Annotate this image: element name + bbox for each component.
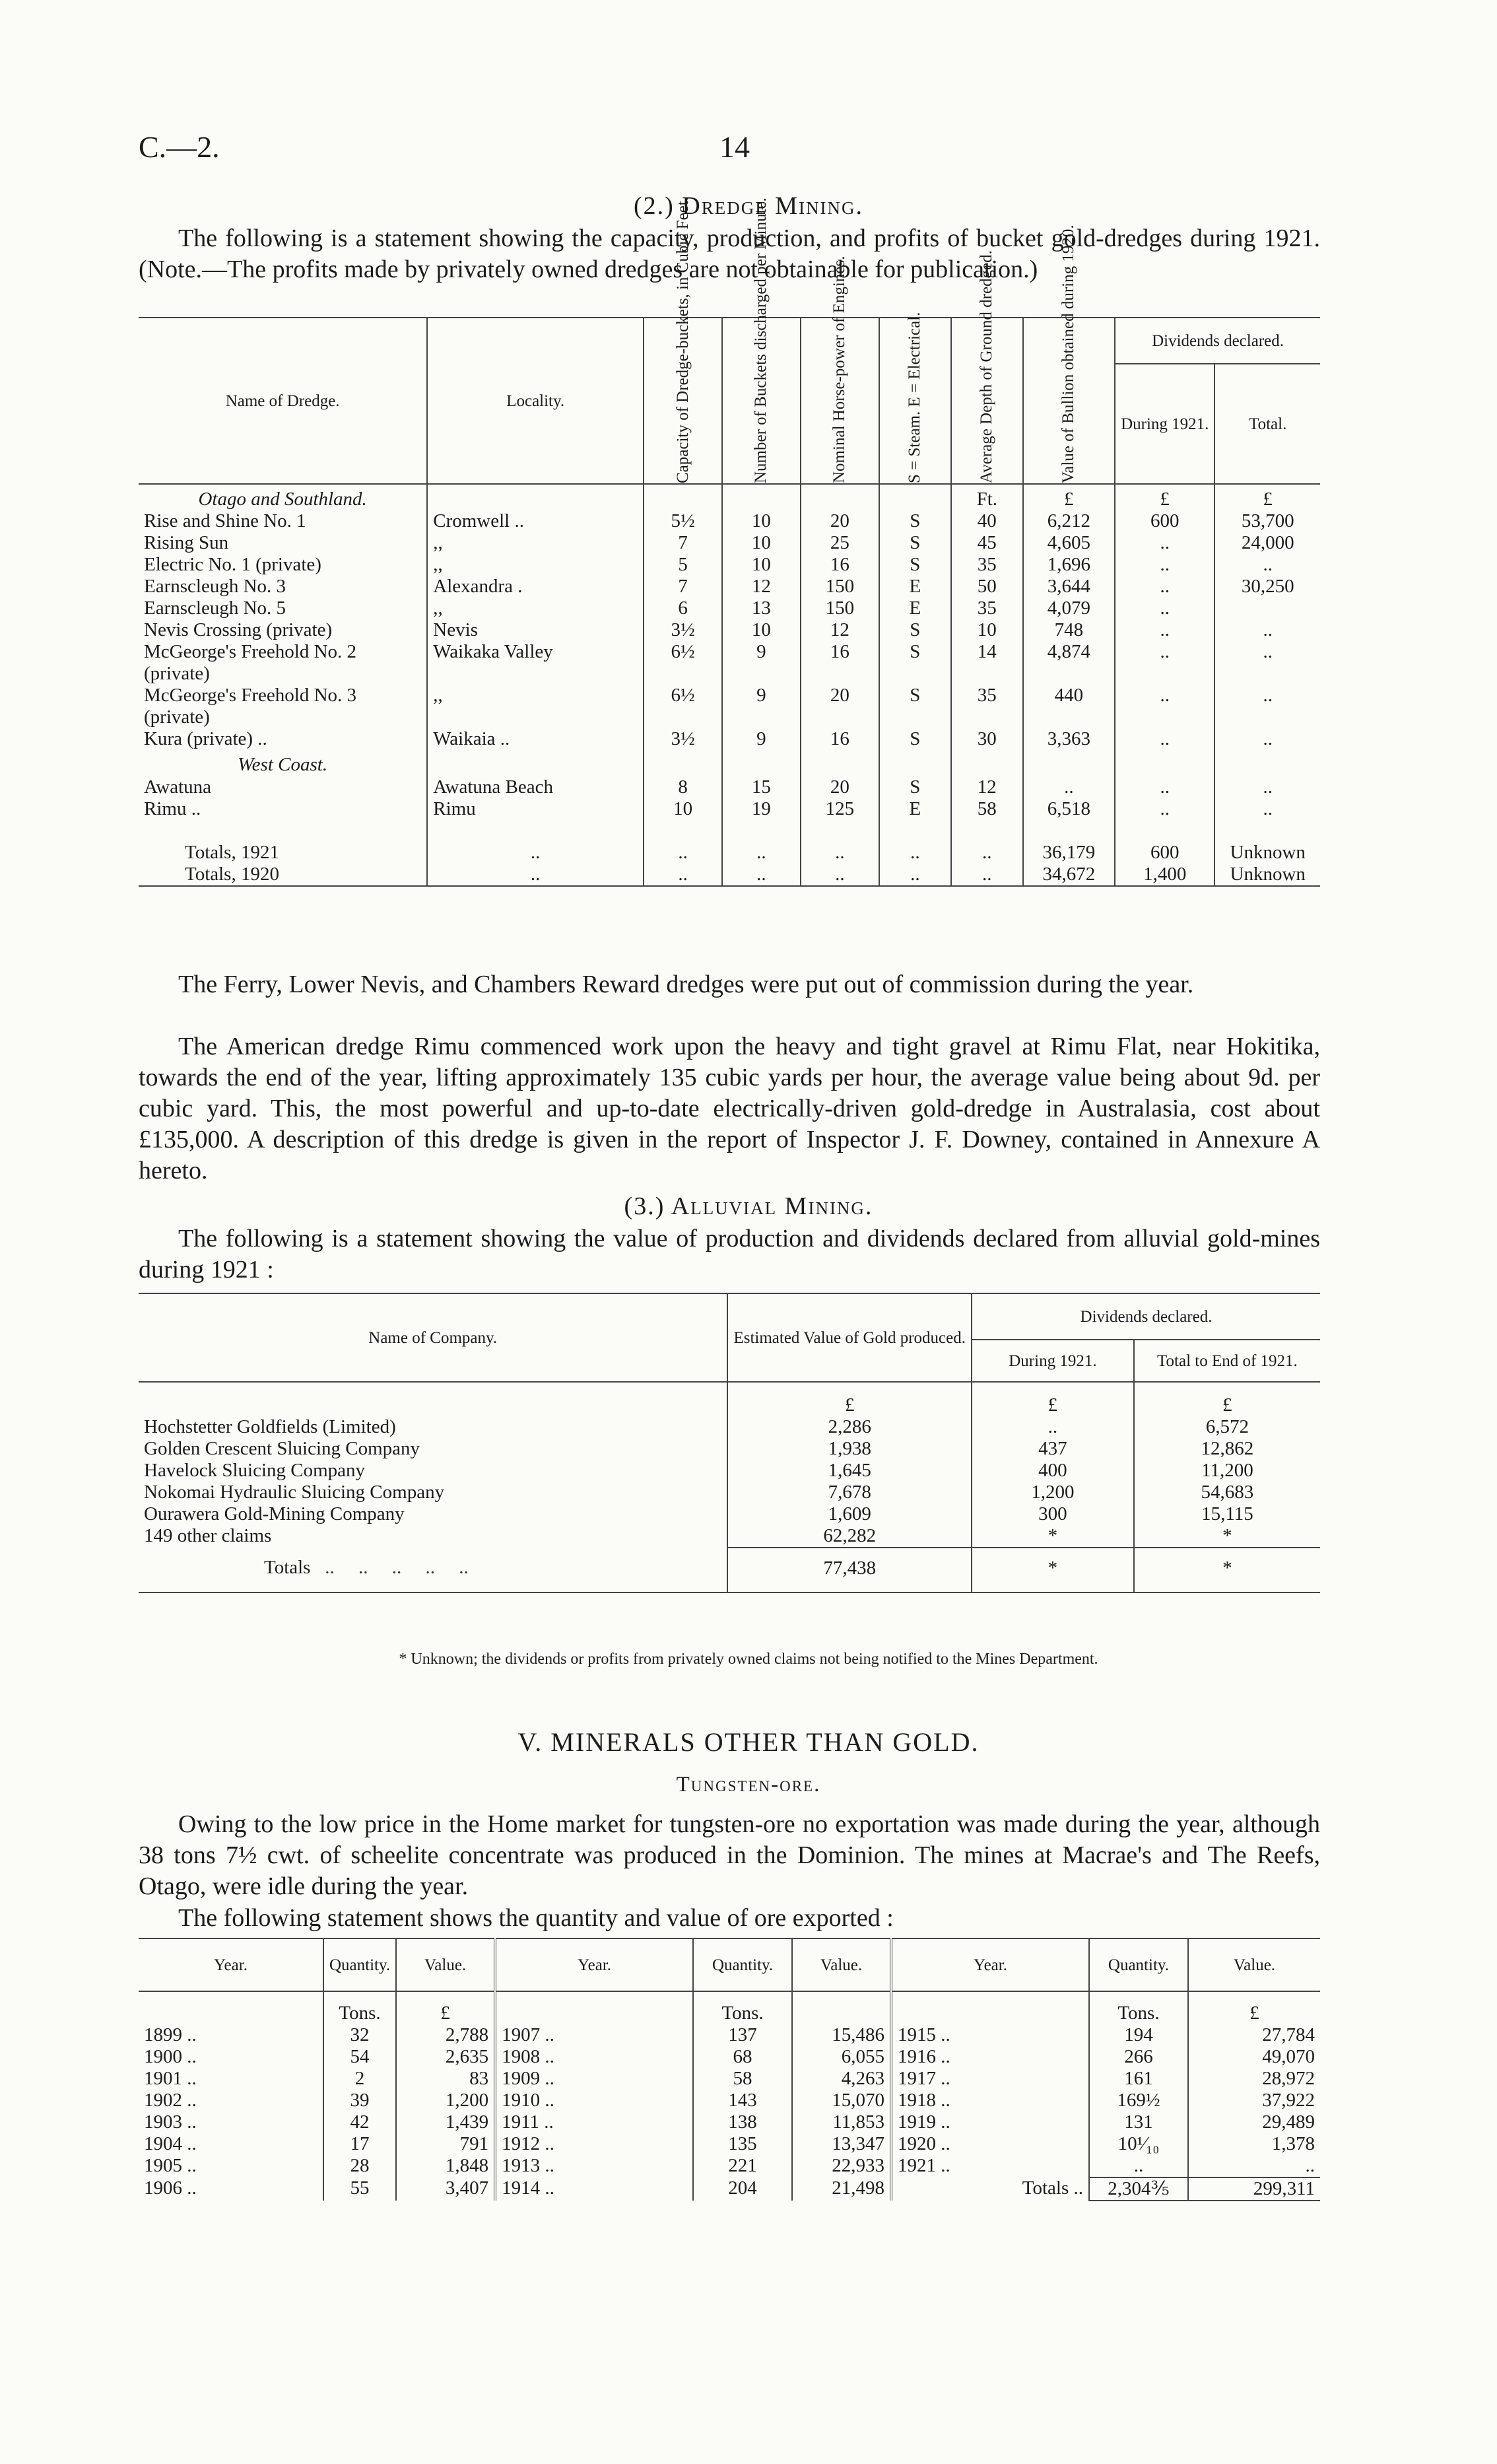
company-value: 1,645 [727, 1460, 972, 1482]
dredge-cell-locality: ,, [427, 685, 644, 728]
dredge-cell-buckets: 9 [722, 728, 801, 750]
col-during-1921: During 1921. [972, 1340, 1134, 1382]
dredge-cell-depth: 40 [951, 510, 1023, 532]
dredge-cell-locality: Waikaka Valley [427, 641, 644, 685]
quantity-cell: 221 [693, 2155, 792, 2177]
quantity-cell: 68 [693, 2046, 792, 2068]
dredge-cell-during: .. [1115, 598, 1214, 619]
value-cell: 3,407 [396, 2177, 495, 2201]
dredge-cell-horse-power: 16 [801, 554, 879, 576]
year-cell: 1919 .. [891, 2111, 1089, 2133]
totals-during: 1,400 [1115, 864, 1214, 886]
dredge-cell-locality: Alexandra . [427, 576, 644, 598]
tungsten-table [139, 1938, 1320, 2201]
dredge-cell-buckets: 10 [722, 510, 801, 532]
dredge-cell-total: 24,000 [1214, 532, 1320, 554]
year-cell: 1904 .. [144, 2133, 197, 2154]
value-cell: 1,439 [396, 2111, 495, 2133]
value-cell: 29,489 [1188, 2111, 1320, 2133]
year-cell: 1900 .. [144, 2046, 197, 2067]
tungsten-para-1: Owing to the low price in the Home market for tungsten-ore no exportation was made during the year, although 38 tons 7½ cwt. of scheelite concentrate was produced in the Dominion. The mines at Macrae's and The Reefs, Otago, were idle during the year. [139, 1810, 1320, 1900]
value-cell: 6,055 [792, 2046, 891, 2068]
unit-value: £ [1023, 484, 1115, 510]
year-cell: 1903 .. [144, 2111, 197, 2133]
year-cell: 1908 .. [495, 2046, 693, 2068]
value-cell: 13,347 [792, 2133, 891, 2155]
tungsten-row [139, 2111, 1320, 2133]
quantity-cell: 161 [1089, 2068, 1188, 2090]
dredge-cell-value: 4,874 [1023, 641, 1115, 685]
col-bullion-value: Value of Bullion obtained during 1920. [1059, 224, 1078, 483]
page-code: C.—2. [139, 130, 220, 164]
value-cell: 83 [396, 2068, 495, 2090]
value-cell: 27,784 [1188, 2024, 1320, 2046]
dredge-cell-value: .. [1023, 776, 1115, 798]
dredge-para-1: The Ferry, Lower Nevis, and Chambers Reward dredges were put out of commission during the year. [178, 971, 1194, 998]
dredge-cell-value: 3,363 [1023, 728, 1115, 750]
company-name: Golden Crescent Sluicing Company [144, 1438, 420, 1459]
quantity-cell: 10¹⁄₁₀ [1089, 2133, 1188, 2155]
tungsten-row [139, 2024, 1320, 2046]
dredge-cell-depth: 14 [951, 641, 1023, 685]
unit-total: £ [1134, 1382, 1320, 1416]
dredge-cell-value: 6,518 [1023, 798, 1115, 820]
value-cell: 49,070 [1188, 2046, 1320, 2068]
dredge-cell-buckets: 9 [722, 685, 801, 728]
dredge-cell-total [1214, 598, 1320, 619]
dredge-cell-capacity: 5 [644, 554, 722, 576]
value-cell: 21,498 [792, 2177, 891, 2201]
company-value: 2,286 [727, 1416, 972, 1438]
dredge-cell-locality: Awatuna Beach [427, 776, 644, 798]
year-cell: 1920 .. [891, 2133, 1089, 2155]
dredge-cell-horse-power: 20 [801, 776, 879, 798]
dredge-cell-during: .. [1115, 685, 1214, 728]
alluvial-heading: (3.) Alluvial Mining. [624, 1192, 873, 1220]
dredge-cell-power: S [879, 641, 951, 685]
page-number: 14 [719, 130, 750, 164]
totals-label: Totals, 1920 [185, 864, 279, 885]
dredge-row [139, 598, 1320, 619]
dredge-cell-name: Nevis Crossing (private) [144, 619, 333, 640]
totals-value: 36,179 [1023, 842, 1115, 864]
tungsten-row [139, 2068, 1320, 2090]
year-cell: 1910 .. [495, 2090, 693, 2111]
dredge-cell-capacity: 3½ [644, 728, 722, 750]
dredge-cell-during: 600 [1115, 510, 1214, 532]
totals-during: * [972, 1548, 1134, 1579]
company-during: 300 [972, 1503, 1134, 1525]
dredge-cell-total: .. [1214, 728, 1320, 750]
col-quantity-3: Quantity. [1089, 1938, 1188, 1991]
dredge-cell-total: 30,250 [1214, 576, 1320, 598]
dredge-cell-buckets: 10 [722, 554, 801, 576]
value-cell: 28,972 [1188, 2068, 1320, 2090]
value-cell: 4,263 [792, 2068, 891, 2090]
year-cell: 1907 .. [495, 2024, 693, 2046]
year-cell: 1912 .. [495, 2133, 693, 2155]
value-cell: .. [1188, 2155, 1320, 2177]
dredge-cell-horse-power: 125 [801, 798, 879, 820]
value-cell: 15,486 [792, 2024, 891, 2046]
totals-value: 299,311 [1188, 2177, 1320, 2201]
quantity-cell: 55 [323, 2177, 396, 2201]
value-cell: 37,922 [1188, 2090, 1320, 2111]
company-total: 11,200 [1134, 1460, 1320, 1482]
totals-total: Unknown [1214, 864, 1320, 886]
quantity-cell: 2 [323, 2068, 396, 2090]
dredge-cell-buckets: 15 [722, 776, 801, 798]
quantity-cell: 137 [693, 2024, 792, 2046]
dredge-cell-name: Earnscleugh No. 3 [144, 576, 286, 597]
dredge-cell-horse-power: 150 [801, 576, 879, 598]
dredge-cell-horse-power: 12 [801, 619, 879, 641]
dredge-cell-power: S [879, 776, 951, 798]
col-value-2: Value. [792, 1938, 891, 1991]
value-cell: 2,635 [396, 2046, 495, 2068]
dredge-cell-depth: 10 [951, 619, 1023, 641]
dredge-para-2: The American dredge Rimu commenced work upon the heavy and tight gravel at Rimu Flat, near Hokitika, towards the end of the year, lifting approximately 135 cubic yards per hour, the average value being about 9d. per cubic yard. This, the most powerful and up-to-date electrically-driven gold-dredge in Australasia, cost about £135,000. A description of this dredge is given in the report of Inspector J. F. Downey, contained in Annexure A hereto. [139, 1033, 1320, 1184]
col-quantity-2: Quantity. [693, 1938, 792, 1991]
dredge-cell-power: S [879, 619, 951, 641]
quantity-cell: 17 [323, 2133, 396, 2155]
company-during: 400 [972, 1460, 1134, 1482]
dredge-intro: The following is a statement showing the capacity, production, and profits of bucket gold-dredges during 1921. (Note.—The profits made by privately owned dredges are not obtainable for publication.) [139, 224, 1320, 283]
company-total: * [1134, 1525, 1320, 1548]
year-cell: 1914 .. [495, 2177, 693, 2201]
quantity-cell: 58 [693, 2068, 792, 2090]
quantity-cell: 138 [693, 2111, 792, 2133]
dredge-totals-row: Totals, 1920 .. .. .. .. .. .. 34,672 1,400 Unknown [139, 864, 1320, 886]
company-during: 1,200 [972, 1482, 1134, 1503]
dredge-cell-name: McGeorge's Freehold No. 3 (private) [144, 685, 357, 728]
tungsten-row [139, 2177, 1320, 2201]
alluvial-row [139, 1503, 1320, 1525]
company-name: Ourawera Gold-Mining Company [144, 1503, 405, 1524]
totals-label: Totals [264, 1557, 311, 1578]
dredge-cell-value: 1,696 [1023, 554, 1115, 576]
col-year-2: Year. [495, 1938, 693, 1991]
col-quantity-1: Quantity. [323, 1938, 396, 1991]
dredge-row [139, 641, 1320, 685]
totals-label: Totals, 1921 [185, 842, 279, 863]
totals-total: Unknown [1214, 842, 1320, 864]
year-cell: 1901 .. [144, 2068, 197, 2089]
dredge-cell-value: 4,605 [1023, 532, 1115, 554]
company-total: 6,572 [1134, 1416, 1320, 1438]
value-cell: 1,378 [1188, 2133, 1320, 2155]
value-cell: 15,070 [792, 2090, 891, 2111]
dredge-cell-total: .. [1214, 798, 1320, 820]
unit-tons-1: Tons. [323, 1991, 396, 2024]
region-otago: Otago and Southland. [198, 489, 367, 510]
unit-pound-3: £ [1188, 1991, 1320, 2024]
year-cell: 1902 .. [144, 2090, 197, 2111]
alluvial-row [139, 1460, 1320, 1482]
dredge-cell-depth: 50 [951, 576, 1023, 598]
dredge-cell-value: 748 [1023, 619, 1115, 641]
quantity-cell: 42 [323, 2111, 396, 2133]
dredge-cell-capacity: 7 [644, 532, 722, 554]
dredge-cell-horse-power: 16 [801, 728, 879, 750]
totals-quantity: 2,304⅗ [1089, 2177, 1188, 2201]
dredge-cell-power: S [879, 510, 951, 532]
year-cell: 1917 .. [891, 2068, 1089, 2090]
dredge-cell-name: Rimu .. [144, 798, 201, 819]
col-value-3: Value. [1188, 1938, 1320, 1991]
company-value: 62,282 [727, 1525, 972, 1548]
col-company-name: Name of Company. [139, 1293, 727, 1382]
alluvial-table: Name of Company. Estimated Value of Gold produced. Dividends declared. During 1921. Total to End of 1921. £ £ £ Hochstetter Goldfields (Limited) 2,286 .. 6,572 Golden Crescent Sluicing Company 1,938 437 12,862 Havelock Sluicing Company 1,645 400 11,200 Nokomai Hydraulic Sluicing Company 7,678 1,200 54,683 Ourawera Gold-Mining Company 1,609 300 15,115 149 other claims 62,282 * * Totals .. .. .. .. .. 77,438 * * [139, 1293, 1320, 1593]
dredge-cell-horse-power: 20 [801, 685, 879, 728]
dredge-cell-capacity: 8 [644, 776, 722, 798]
company-total: 12,862 [1134, 1438, 1320, 1460]
totals-during: 600 [1115, 842, 1214, 864]
unit-tons-3: Tons. [1089, 1991, 1188, 2024]
quantity-cell: 54 [323, 2046, 396, 2068]
dredge-row [139, 576, 1320, 598]
dredge-row [139, 776, 1320, 798]
dredge-cell-buckets: 19 [722, 798, 801, 820]
dredge-cell-buckets: 13 [722, 598, 801, 619]
alluvial-footnote: * Unknown; the dividends or profits from privately owned claims not being notified to the Mines Department. [399, 1651, 1098, 1668]
dredge-cell-depth: 30 [951, 728, 1023, 750]
col-power-type: S = Steam. E = Electrical. [906, 312, 924, 483]
dredge-cell-power: S [879, 728, 951, 750]
alluvial-intro: The following is a statement showing the value of production and dividends declared from alluvial gold-mines during 1921 : [139, 1225, 1320, 1283]
dredge-cell-power: S [879, 685, 951, 728]
quantity-cell: 32 [323, 2024, 396, 2046]
unit-total: £ [1214, 484, 1320, 510]
year-cell: 1921 .. [891, 2155, 1089, 2177]
alluvial-row [139, 1416, 1320, 1438]
dredge-cell-buckets: 12 [722, 576, 801, 598]
dredge-row [139, 510, 1320, 532]
year-cell: 1906 .. [144, 2177, 197, 2199]
tungsten-row [139, 2046, 1320, 2068]
quantity-cell: 131 [1089, 2111, 1188, 2133]
col-dividends: Dividends declared. [1115, 318, 1320, 364]
dredge-cell-power: E [879, 798, 951, 820]
dredge-cell-buckets: 10 [722, 532, 801, 554]
company-during: 437 [972, 1438, 1134, 1460]
tungsten-para-2: The following statement shows the quantity and value of ore exported : [178, 1904, 894, 1932]
col-estimated-value: Estimated Value of Gold produced. [727, 1293, 972, 1382]
quantity-cell: 143 [693, 2090, 792, 2111]
col-depth: Average Depth of Ground dredged. [978, 250, 996, 483]
year-cell: 1905 .. [144, 2155, 197, 2176]
unit-pound-1: £ [396, 1991, 495, 2024]
dredge-cell-locality: Waikaia .. [427, 728, 644, 750]
company-name: 149 other claims [144, 1525, 272, 1546]
alluvial-row [139, 1438, 1320, 1460]
minerals-heading: V. MINERALS OTHER THAN GOLD. [517, 1727, 980, 1757]
dredge-cell-depth: 45 [951, 532, 1023, 554]
value-cell: 1,848 [396, 2155, 495, 2177]
tungsten-row [139, 2155, 1320, 2177]
dredge-cell-capacity: 6½ [644, 685, 722, 728]
year-cell: 1899 .. [144, 2024, 197, 2045]
dredge-row [139, 798, 1320, 820]
dredge-cell-locality: Nevis [427, 619, 644, 641]
col-buckets: Number of Buckets discharged per Minute. [752, 197, 770, 483]
tungsten-row [139, 2133, 1320, 2155]
dredge-cell-buckets: 9 [722, 641, 801, 685]
col-name-of-dredge: Name of Dredge. [139, 318, 427, 484]
col-year-1: Year. [214, 1956, 248, 1974]
dredge-cell-power: S [879, 532, 951, 554]
dredge-cell-during: .. [1115, 532, 1214, 554]
company-name: Hochstetter Goldfields (Limited) [144, 1416, 396, 1437]
unit-value: £ [727, 1382, 972, 1416]
dredge-cell-depth: 35 [951, 598, 1023, 619]
region-west-coast: West Coast. [238, 754, 328, 775]
quantity-cell: 266 [1089, 2046, 1188, 2068]
col-during-1921: During 1921. [1115, 364, 1214, 484]
year-cell: 1918 .. [891, 2090, 1089, 2111]
dredge-cell-during: .. [1115, 728, 1214, 750]
dredge-cell-power: E [879, 576, 951, 598]
dredge-cell-name: Rising Sun [144, 532, 229, 553]
dredge-cell-name: Electric No. 1 (private) [144, 554, 321, 575]
dredge-cell-capacity: 7 [644, 576, 722, 598]
dredge-cell-value: 4,079 [1023, 598, 1115, 619]
dredge-cell-locality: Cromwell .. [427, 510, 644, 532]
totals-value: 77,438 [727, 1548, 972, 1579]
company-during: * [972, 1525, 1134, 1548]
dredge-cell-during: .. [1115, 576, 1214, 598]
unit-during: £ [972, 1382, 1134, 1416]
totals-label: Totals .. [891, 2177, 1089, 2201]
dredge-row [139, 728, 1320, 750]
dredge-cell-power: S [879, 554, 951, 576]
year-cell: 1915 .. [891, 2024, 1089, 2046]
company-during: .. [972, 1416, 1134, 1438]
dredge-cell-value: 440 [1023, 685, 1115, 728]
col-locality: Locality. [427, 318, 644, 484]
dredge-cell-during: .. [1115, 776, 1214, 798]
dredge-row [139, 619, 1320, 641]
company-name: Nokomai Hydraulic Sluicing Company [144, 1482, 445, 1503]
dredge-cell-during: .. [1115, 619, 1214, 641]
col-value-1: Value. [396, 1938, 495, 1991]
dredge-cell-power: E [879, 598, 951, 619]
dredge-cell-name: McGeorge's Freehold No. 2 (private) [144, 641, 357, 684]
dredge-cell-name: Awatuna [144, 776, 212, 798]
value-cell: 11,853 [792, 2111, 891, 2133]
dredge-cell-value: 3,644 [1023, 576, 1115, 598]
dredge-cell-horse-power: 150 [801, 598, 879, 619]
year-cell: 1911 .. [495, 2111, 693, 2133]
dredge-cell-total: .. [1214, 619, 1320, 641]
dredge-cell-locality: ,, [427, 554, 644, 576]
dredge-cell-depth: 35 [951, 554, 1023, 576]
dredge-cell-capacity: 10 [644, 798, 722, 820]
dredge-cell-total: .. [1214, 685, 1320, 728]
company-value: 7,678 [727, 1482, 972, 1503]
company-name: Havelock Sluicing Company [144, 1460, 366, 1481]
unit-during: £ [1115, 484, 1214, 510]
year-cell: 1913 .. [495, 2155, 693, 2177]
totals-total: * [1134, 1548, 1320, 1579]
dredge-cell-total: 53,700 [1214, 510, 1320, 532]
value-cell: 2,788 [396, 2024, 495, 2046]
dredge-row [139, 532, 1320, 554]
company-value: 1,609 [727, 1503, 972, 1525]
dredge-cell-value: 6,212 [1023, 510, 1115, 532]
dredge-cell-total: .. [1214, 776, 1320, 798]
dredge-cell-during: .. [1115, 554, 1214, 576]
value-cell: 1,200 [396, 2090, 495, 2111]
col-total: Total. [1214, 364, 1320, 484]
dredge-cell-buckets: 10 [722, 619, 801, 641]
value-cell: 22,933 [792, 2155, 891, 2177]
quantity-cell: .. [1089, 2155, 1188, 2177]
dredge-cell-depth: 12 [951, 776, 1023, 798]
dredge-cell-during: .. [1115, 641, 1214, 685]
quantity-cell: 39 [323, 2090, 396, 2111]
dredge-heading: (2.) Dredge Mining. [633, 192, 863, 220]
company-total: 54,683 [1134, 1482, 1320, 1503]
quantity-cell: 135 [693, 2133, 792, 2155]
dredge-cell-total: .. [1214, 554, 1320, 576]
quantity-cell: 194 [1089, 2024, 1188, 2046]
col-horse-power: Nominal Horse-power of Engines. [830, 256, 849, 483]
dredge-row [139, 554, 1320, 576]
company-value: 1,938 [727, 1438, 972, 1460]
alluvial-row [139, 1482, 1320, 1503]
alluvial-row [139, 1525, 1320, 1548]
dredge-cell-name: Rise and Shine No. 1 [144, 510, 306, 531]
dredge-cell-capacity: 3½ [644, 619, 722, 641]
dredge-cell-during: .. [1115, 798, 1214, 820]
quantity-cell: 204 [693, 2177, 792, 2201]
company-total: 15,115 [1134, 1503, 1320, 1525]
dredge-cell-depth: 58 [951, 798, 1023, 820]
dredge-cell-depth: 35 [951, 685, 1023, 728]
col-total-to-end: Total to End of 1921. [1134, 1340, 1320, 1382]
quantity-cell: 169½ [1089, 2090, 1188, 2111]
dredge-totals-row: Totals, 1921 .. .. .. .. .. .. 36,179 600 Unknown [139, 842, 1320, 864]
totals-value: 34,672 [1023, 864, 1115, 886]
tungsten-row [139, 2090, 1320, 2111]
dredge-cell-name: Kura (private) .. [144, 728, 267, 749]
quantity-cell: 28 [323, 2155, 396, 2177]
dredge-cell-capacity: 6 [644, 598, 722, 619]
dredge-cell-horse-power: 16 [801, 641, 879, 685]
unit-ft: Ft. [951, 484, 1023, 510]
dredge-cell-horse-power: 25 [801, 532, 879, 554]
dredge-row [139, 685, 1320, 728]
col-capacity: Capacity of Dredge-buckets, in Cubic Feet. [673, 197, 692, 483]
dredge-cell-capacity: 5½ [644, 510, 722, 532]
dredge-cell-total: .. [1214, 641, 1320, 685]
dredge-cell-locality: ,, [427, 598, 644, 619]
dredge-cell-locality: Rimu [427, 798, 644, 820]
value-cell: 791 [396, 2133, 495, 2155]
tungsten-subheading: Tungsten-ore. [676, 1773, 821, 1797]
year-cell: 1909 .. [495, 2068, 693, 2090]
dredge-cell-name: Earnscleugh No. 5 [144, 598, 286, 619]
col-year-3: Year. [891, 1938, 1089, 1991]
dredge-cell-locality: ,, [427, 532, 644, 554]
year-cell: 1916 .. [891, 2046, 1089, 2068]
col-dividends-declared: Dividends declared. [972, 1293, 1320, 1340]
unit-tons-2: Tons. [693, 1991, 792, 2024]
dredge-cell-horse-power: 20 [801, 510, 879, 532]
dredge-cell-capacity: 6½ [644, 641, 722, 685]
